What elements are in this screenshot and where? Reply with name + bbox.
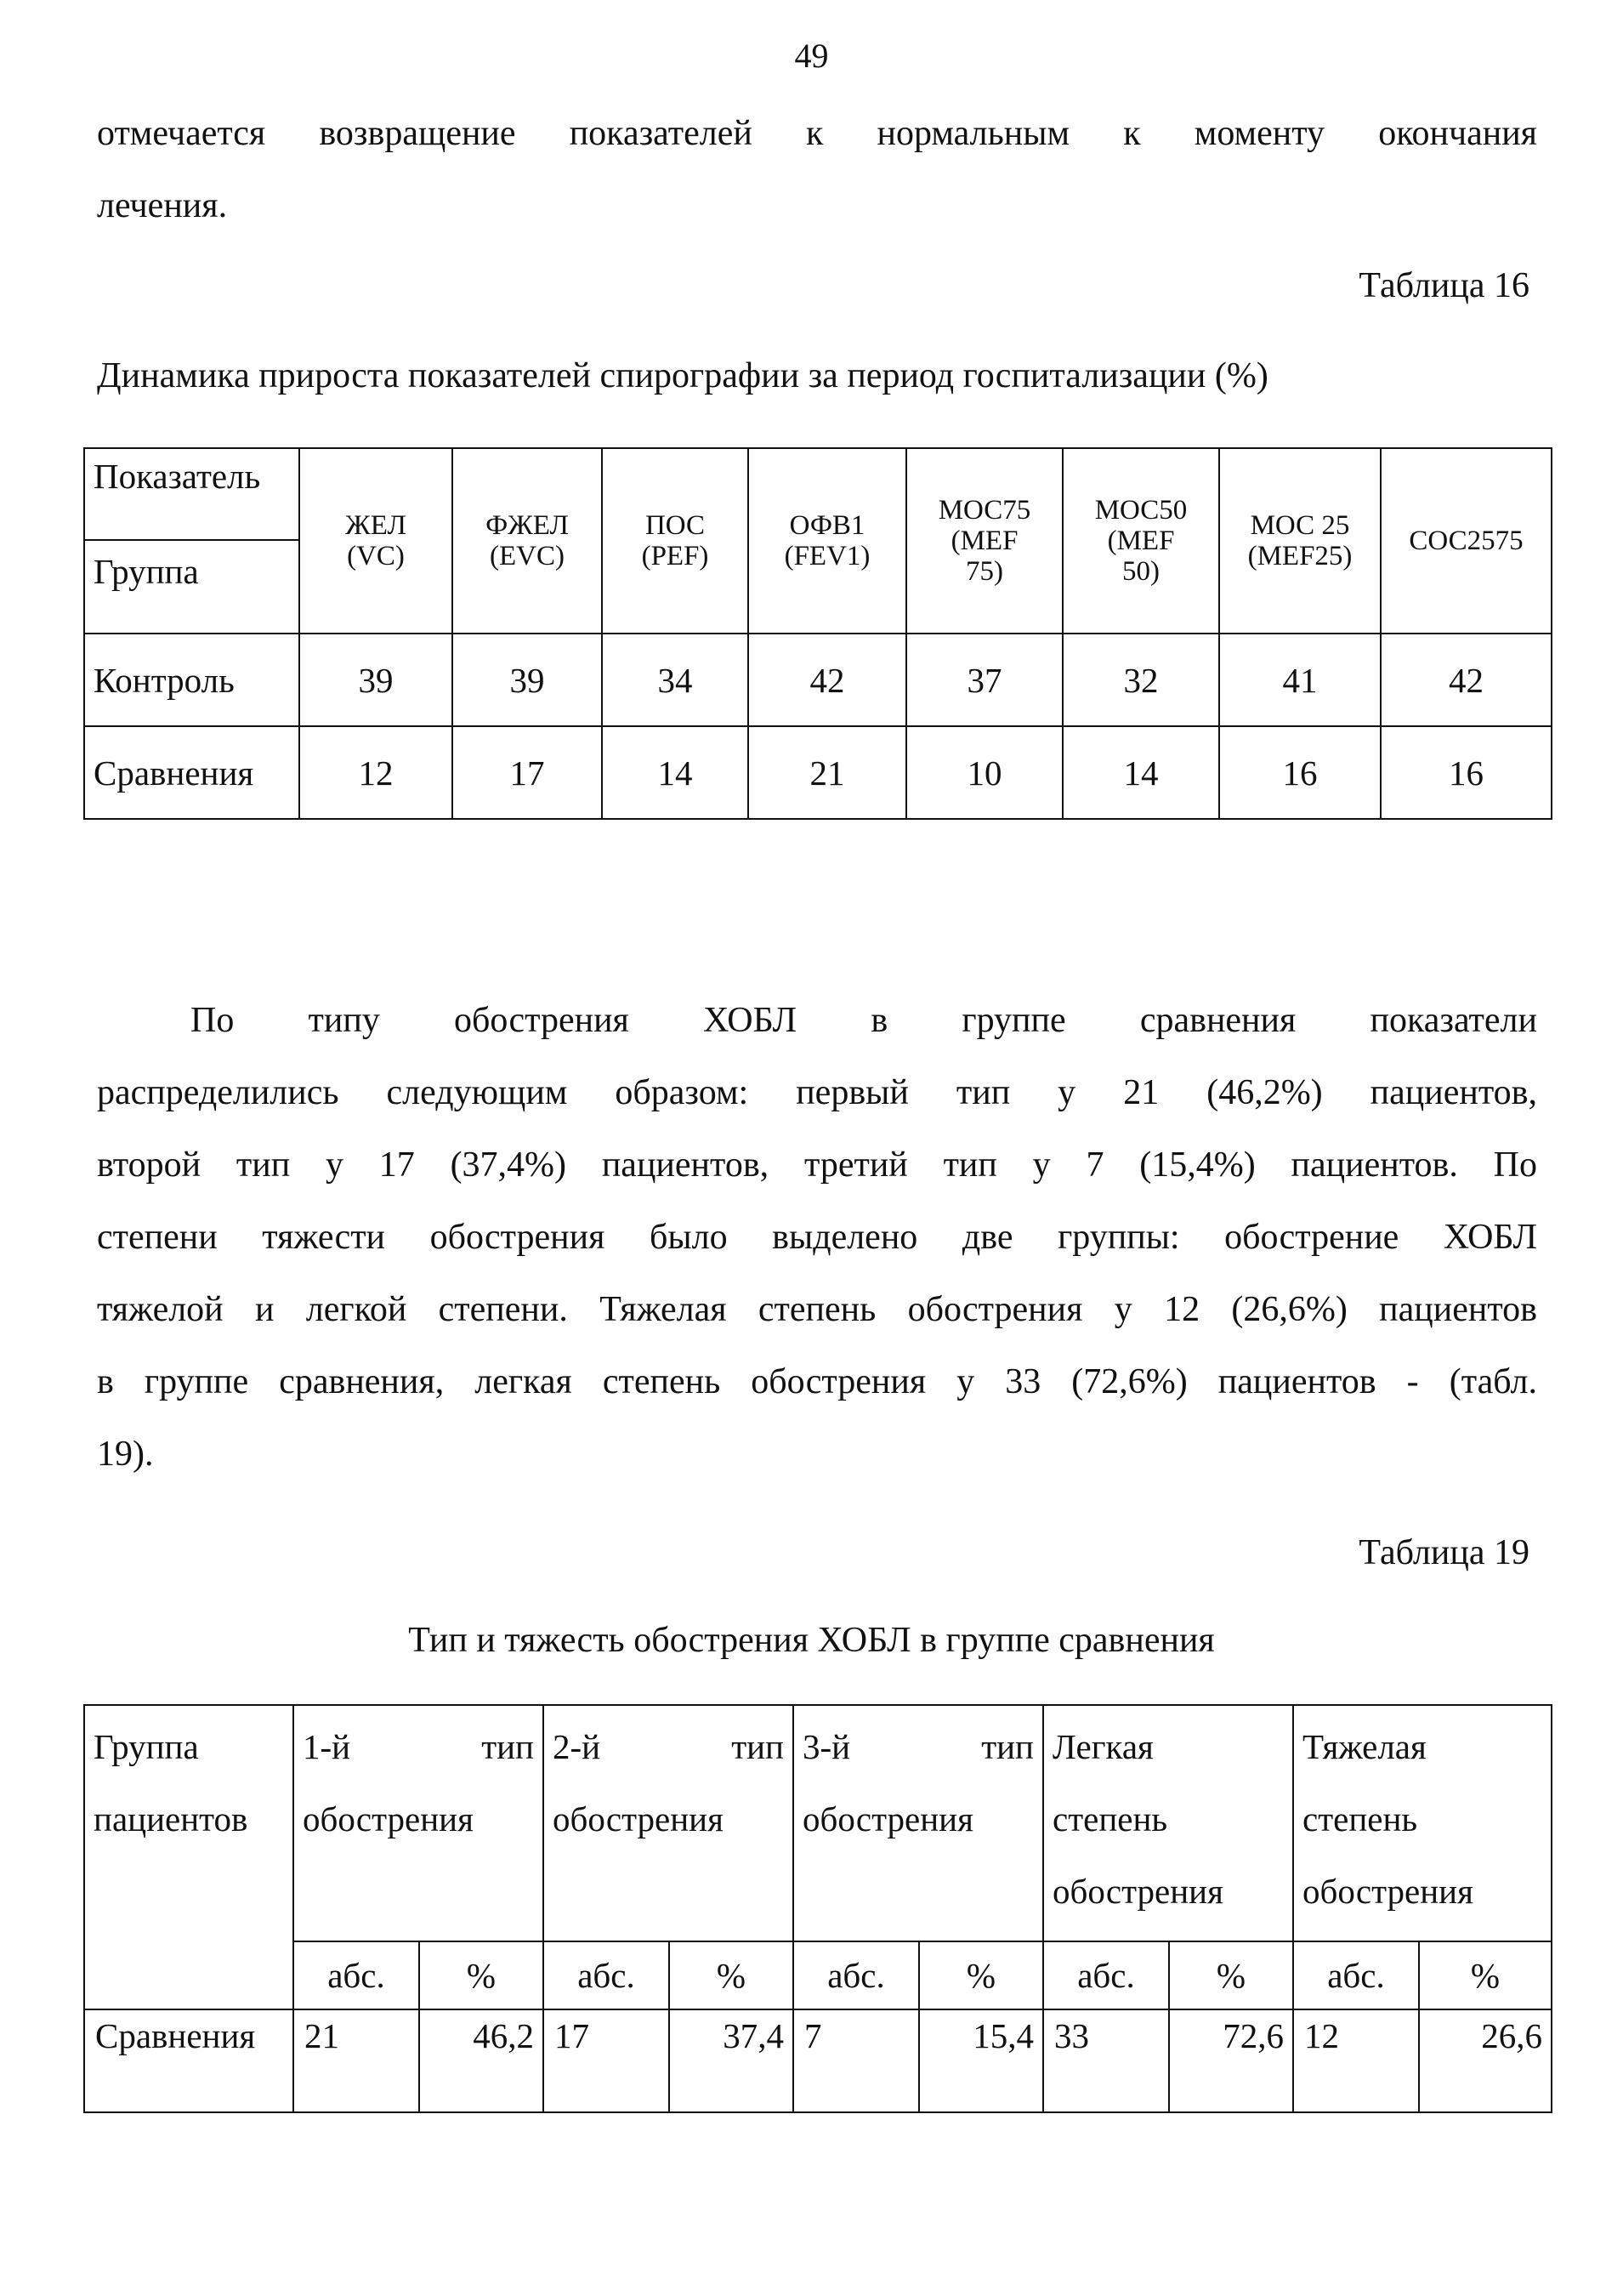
column-header: 2-й тип обострения [543, 1705, 793, 1941]
table-19-label: Таблица 19 [1359, 1533, 1529, 1572]
table-19-header-row [84, 1705, 1552, 1941]
table-cell: 32 [1063, 634, 1219, 726]
table-cell: 21 [293, 2009, 419, 2112]
table-cell: 17 [543, 2009, 669, 2112]
table-row [84, 634, 1552, 726]
column-header: МОС75 (MEF 75) [906, 448, 1063, 634]
subheader-pct: % [1419, 1941, 1552, 2009]
table-cell: 26,6 [1419, 2009, 1552, 2112]
subheader-abs: абс. [543, 1941, 669, 2009]
subheader-pct: % [919, 1941, 1043, 2009]
table-19 [83, 1704, 1552, 2113]
intro-line: отмечается возвращение показателей к нормальным к моменту окончания [97, 114, 1537, 153]
table-cell: 37 [906, 634, 1063, 726]
column-header: ФЖЕЛ (EVC) [452, 448, 602, 634]
subheader-pct: % [419, 1941, 543, 2009]
table-cell: 14 [1063, 726, 1219, 819]
page-number: 49 [794, 37, 829, 75]
subheader-abs: абс. [1043, 1941, 1169, 2009]
paragraph-line: второй тип у 17 (37,4%) пациентов, третий тип у 7 (15,4%) пациентов. По [97, 1145, 1537, 1185]
table-cell: 33 [1043, 2009, 1169, 2112]
table-cell: 15,4 [919, 2009, 1043, 2112]
paragraph-line: По типу обострения ХОБЛ в группе сравнения показатели [190, 1001, 1537, 1040]
table-cell: 39 [299, 634, 452, 726]
table-19-caption: Тип и тяжесть обострения ХОБЛ в группе сравнения [408, 1621, 1215, 1660]
corner-top-label: Показатель [94, 457, 261, 496]
column-header: 3-й тип обострения [793, 1705, 1043, 1941]
table-cell: 14 [602, 726, 748, 819]
table-cell: 34 [602, 634, 748, 726]
table-row [84, 726, 1552, 819]
paragraph-line: 19). [97, 1435, 154, 1474]
corner-bottom-label: Группа [94, 552, 199, 591]
paragraph-line: степени тяжести обострения было выделено две группы: обострение ХОБЛ [97, 1218, 1537, 1257]
column-header: ОФВ1 (FEV1) [748, 448, 906, 634]
table-cell: 12 [299, 726, 452, 819]
table-16-caption: Динамика прироста показателей спирографии за период госпитализации (%) [97, 356, 1268, 395]
paragraph-line: распределились следующим образом: первый тип у 21 (46,2%) пациентов, [97, 1073, 1537, 1112]
table-cell: 16 [1381, 726, 1552, 819]
column-header: МОС50 (MEF 50) [1063, 448, 1219, 634]
column-header: СОС2575 [1381, 448, 1552, 634]
table-cell: 7 [793, 2009, 919, 2112]
subheader-abs: абс. [793, 1941, 919, 2009]
table-cell: 41 [1219, 634, 1381, 726]
table-cell: 17 [452, 726, 602, 819]
body-paragraph [97, 985, 1537, 1491]
row-label: Сравнения [84, 2009, 293, 2112]
paragraph-line: тяжелой и легкой степени. Тяжелая степень обострения у 12 (26,6%) пациентов [97, 1290, 1537, 1329]
table-cell: 37,4 [669, 2009, 793, 2112]
table-16 [83, 447, 1552, 820]
table-cell: 21 [748, 726, 906, 819]
subheader-abs: абс. [293, 1941, 419, 2009]
column-header: Тяжелая степень обострения [1293, 1705, 1552, 1941]
table-row [84, 2009, 1552, 2112]
column-header: ЖЕЛ (VC) [299, 448, 452, 634]
table-cell: 72,6 [1169, 2009, 1293, 2112]
table-cell: 42 [1381, 634, 1552, 726]
subheader-pct: % [1169, 1941, 1293, 2009]
row-label: Контроль [84, 634, 299, 726]
column-header: Легкая степень обострения [1043, 1705, 1293, 1941]
column-header: 1-й тип обострения [293, 1705, 543, 1941]
subheader-abs: абс. [1293, 1941, 1419, 2009]
table-16-header-row [84, 448, 1552, 634]
column-header: МОС 25 (MEF25) [1219, 448, 1381, 634]
table-cell: 42 [748, 634, 906, 726]
table-cell: 10 [906, 726, 1063, 819]
intro-text [97, 98, 1537, 242]
table-cell: 46,2 [419, 2009, 543, 2112]
table-cell: 16 [1219, 726, 1381, 819]
subheader-pct: % [669, 1941, 793, 2009]
table-cell: 12 [1293, 2009, 1419, 2112]
row-label: Сравнения [84, 726, 299, 819]
column-header: ПОС (PEF) [602, 448, 748, 634]
table-cell: 39 [452, 634, 602, 726]
table-16-corner-cell [84, 448, 299, 634]
table-19-subheader-row [84, 1941, 1552, 2009]
group-header: Группа пациентов [84, 1705, 293, 2009]
table-16-label: Таблица 16 [1359, 266, 1529, 305]
intro-line: лечения. [97, 186, 228, 225]
paragraph-line: в группе сравнения, легкая степень обострения у 33 (72,6%) пациентов - (табл. [97, 1362, 1537, 1401]
